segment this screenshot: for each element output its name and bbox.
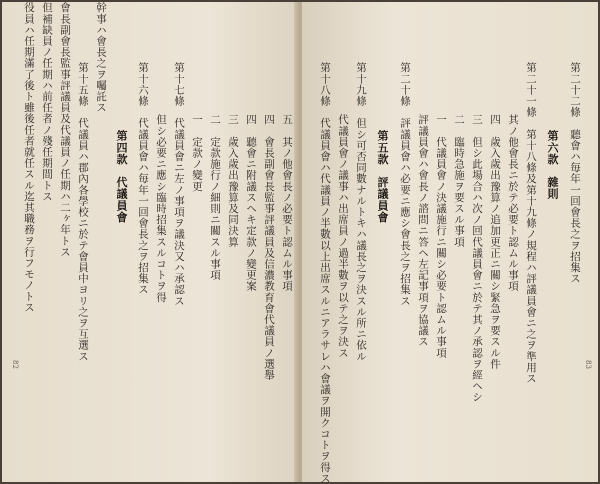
text-column: 五 其ノ他會長ノ必要ト認ムル事項 <box>281 114 293 292</box>
text-column: 二 定款施行ノ細則ニ關スル事項 <box>209 114 221 281</box>
right-page <box>302 2 598 482</box>
text-column: 四 聽會ニ附議スヘキ定款ノ變更案 <box>245 114 257 292</box>
text-column: 但補缺員ノ任期ハ前任者ノ殘任期間トス <box>41 2 53 202</box>
section-heading: 第六款 雜則 <box>546 130 559 200</box>
text-column: 二 臨時急施ヲ要スル事項 <box>453 114 465 248</box>
text-column: 評議員會ハ會長ノ諮問ニ答ヘ左記事項ヲ協議ス <box>417 114 429 348</box>
text-column: 三 歲入歲出豫算及同決算 <box>227 114 239 248</box>
open-book <box>2 2 598 482</box>
text-column: 四 會長副會長監事評議員及信濃教育會代議員ノ選舉 <box>263 114 275 381</box>
text-column: 第十七條 代議員會ニ左ノ事項ヲ議決又ハ承認ス <box>173 62 185 307</box>
text-column: 但シ必要ニ應シ臨時招集スルコトヲ得 <box>155 114 167 303</box>
text-column: 四 歲入歲出豫算ノ追加更正ニ關シ緊急ヲ要スル件 <box>489 114 501 370</box>
text-column: 三 但シ此場合ハ次ノ回代議員會ニ於テ其ノ承認ヲ經ヘシ <box>471 114 483 403</box>
text-column: 第二十二條 聽會ハ毎年一回會長之ヲ招集ス <box>569 62 581 284</box>
text-column: 代議員會ノ議事ハ出席員ノ過半數ヲ以テ之ヲ決ス <box>337 114 349 359</box>
text-column: 役員ハ任期滿了後ト雖後任者就任スル迄其職務ヲ行フモノトス <box>23 2 35 313</box>
text-column: 第十五條 代議員ハ郡內各學校ニ於テ會員中ヨリ之ヲ互選ス <box>77 62 89 362</box>
text-column: 一 代議員會ノ決議施行ニ關シ必要ト認ムル事項 <box>435 114 447 359</box>
section-heading: 第五款 評議員會 <box>376 130 389 223</box>
page-number: 82 <box>11 360 19 369</box>
text-column: 其ノ他會長ニ於テ必要ト認ムル事項 <box>507 114 519 292</box>
text-column: 第二十一條 第十八條及第十九條ノ規程ハ評議員會ニ之ヲ準用ス <box>525 62 537 384</box>
left-page <box>2 2 298 482</box>
text-column: 幹事ハ會長之ヲ囑託ス <box>95 2 107 113</box>
text-column: 第十六條 代議員會ハ毎年一回會長之ヲ招集ス <box>137 62 149 296</box>
text-column: 一 定款ノ變更 <box>191 114 203 192</box>
text-column: 會長副會長監事評議員及代議員ノ任期ハ二ヶ年トス <box>59 2 71 258</box>
page-number: 83 <box>584 360 592 369</box>
text-column: 第二十條 評議員會ハ必要ニ應シ會長之ヲ招集ス <box>399 62 411 307</box>
section-heading: 第四款 代議員會 <box>115 130 128 223</box>
text-column: 第十八條 代議員會ハ代議員ノ半數以上出席スルニアラサレハ會議ヲ開クコトヲ得ス <box>319 62 331 484</box>
text-column: 第十九條 但シ可否同數ナルトキハ議長之ヲ決スル所ニ依ル <box>355 62 367 362</box>
